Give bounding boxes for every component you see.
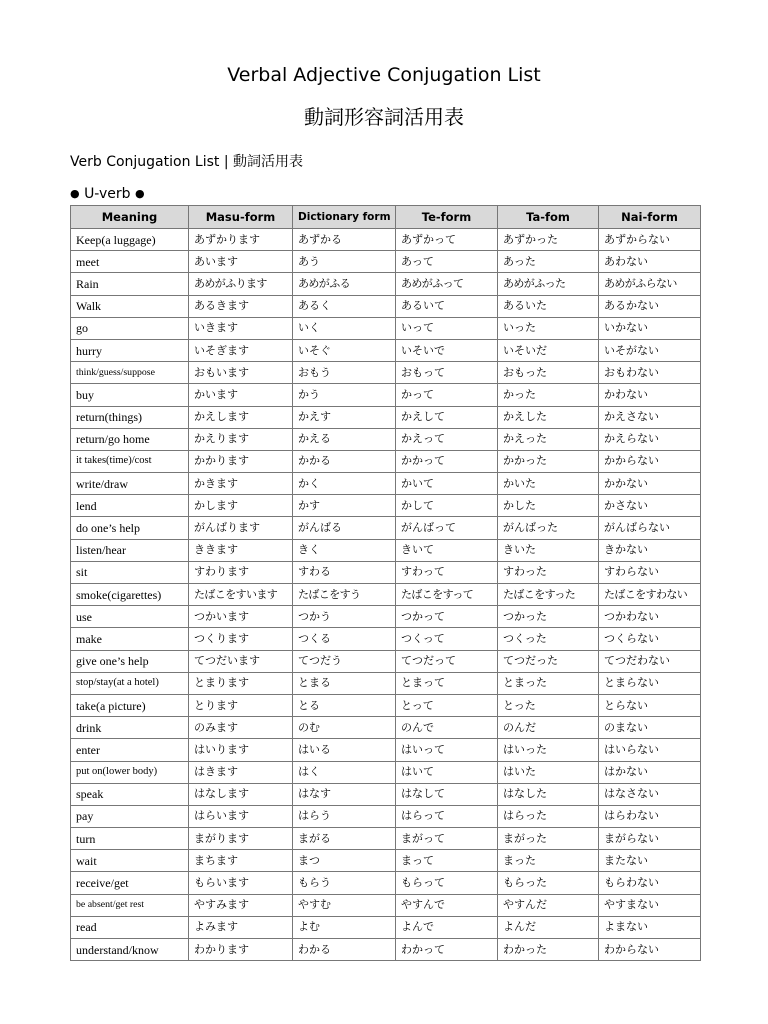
masu-form-cell: おもいます <box>189 362 293 384</box>
ta-form-cell: いった <box>498 317 599 339</box>
table-row <box>71 650 701 672</box>
column-header-nai-form: Nai-form <box>599 206 701 229</box>
te-form-cell: がんばって <box>396 517 498 539</box>
masu-form-cell: あずかります <box>189 229 293 251</box>
meaning-cell: write/draw <box>71 473 189 495</box>
masu-form-cell: あいます <box>189 251 293 273</box>
dictionary-form-cell: はなす <box>293 783 396 805</box>
masu-form-cell: ききます <box>189 539 293 561</box>
section-heading: Verb Conjugation List | 動詞活用表 <box>70 154 303 170</box>
nai-form-cell: はいらない <box>599 739 701 761</box>
masu-form-cell: かします <box>189 495 293 517</box>
table-row <box>71 850 701 872</box>
masu-form-cell: まがります <box>189 828 293 850</box>
meaning-cell: lend <box>71 495 189 517</box>
dictionary-form-cell: よむ <box>293 916 396 938</box>
table-row <box>71 561 701 583</box>
ta-form-cell: もらった <box>498 872 599 894</box>
table-row <box>71 495 701 517</box>
ta-form-cell: つくった <box>498 628 599 650</box>
dictionary-form-cell: のむ <box>293 717 396 739</box>
ta-form-cell: いそいだ <box>498 339 599 361</box>
group-label <box>70 184 145 204</box>
dictionary-form-cell: がんばる <box>293 517 396 539</box>
te-form-cell: のんで <box>396 717 498 739</box>
ta-form-cell: はなした <box>498 783 599 805</box>
dictionary-form-cell: あう <box>293 251 396 273</box>
te-form-cell: たばこをすって <box>396 584 498 606</box>
nai-form-cell: とまらない <box>599 672 701 694</box>
te-form-cell: かいて <box>396 473 498 495</box>
table-row <box>71 694 701 716</box>
ta-form-cell: きいた <box>498 539 599 561</box>
te-form-cell: かかって <box>396 450 498 472</box>
masu-form-cell: とまります <box>189 672 293 694</box>
te-form-cell: まがって <box>396 828 498 850</box>
table-row <box>71 584 701 606</box>
te-form-cell: やすんで <box>396 894 498 916</box>
document-title-japanese: 動詞形容詞活用表 <box>304 105 464 129</box>
conjugation-table <box>70 205 701 961</box>
ta-form-cell: あずかった <box>498 229 599 251</box>
meaning-cell: use <box>71 606 189 628</box>
meaning-cell: go <box>71 317 189 339</box>
meaning-cell: smoke(cigarettes) <box>71 584 189 606</box>
nai-form-cell: つかわない <box>599 606 701 628</box>
nai-form-cell: いそがない <box>599 339 701 361</box>
dictionary-form-cell: あめがふる <box>293 273 396 295</box>
nai-form-cell: かかない <box>599 473 701 495</box>
bullet-icon: ● <box>70 187 80 200</box>
dictionary-form-cell: かえす <box>293 406 396 428</box>
masu-form-cell: かいます <box>189 384 293 406</box>
te-form-cell: わかって <box>396 939 498 961</box>
te-form-cell: きいて <box>396 539 498 561</box>
dictionary-form-cell: かく <box>293 473 396 495</box>
masu-form-cell: たばこをすいます <box>189 584 293 606</box>
ta-form-cell: あった <box>498 251 599 273</box>
meaning-cell: wait <box>71 850 189 872</box>
te-form-cell: いそいで <box>396 339 498 361</box>
nai-form-cell: はかない <box>599 761 701 783</box>
table-row <box>71 894 701 916</box>
ta-form-cell: がんばった <box>498 517 599 539</box>
column-header-dictionary-form: Dictionary form <box>293 206 396 229</box>
table-row <box>71 339 701 361</box>
te-form-cell: とまって <box>396 672 498 694</box>
meaning-cell: read <box>71 916 189 938</box>
nai-form-cell: いかない <box>599 317 701 339</box>
meaning-cell: return(things) <box>71 406 189 428</box>
nai-form-cell: がんばらない <box>599 517 701 539</box>
meaning-cell: understand/know <box>71 939 189 961</box>
masu-form-cell: すわります <box>189 561 293 583</box>
nai-form-cell: つくらない <box>599 628 701 650</box>
masu-form-cell: はらいます <box>189 805 293 827</box>
masu-form-cell: とります <box>189 694 293 716</box>
dictionary-form-cell: かす <box>293 495 396 517</box>
dictionary-form-cell: わかる <box>293 939 396 961</box>
table-row <box>71 672 701 694</box>
nai-form-cell: やすまない <box>599 894 701 916</box>
masu-form-cell: やすみます <box>189 894 293 916</box>
masu-form-cell: つくります <box>189 628 293 650</box>
meaning-cell: meet <box>71 251 189 273</box>
nai-form-cell: てつだわない <box>599 650 701 672</box>
te-form-cell: かえして <box>396 406 498 428</box>
ta-form-cell: あめがふった <box>498 273 599 295</box>
nai-form-cell: わからない <box>599 939 701 961</box>
nai-form-cell: まがらない <box>599 828 701 850</box>
masu-form-cell: まちます <box>189 850 293 872</box>
meaning-cell: put on(lower body) <box>71 761 189 783</box>
table-row <box>71 517 701 539</box>
meaning-cell: Walk <box>71 295 189 317</box>
dictionary-form-cell: とまる <box>293 672 396 694</box>
masu-form-cell: かえします <box>189 406 293 428</box>
masu-form-cell: がんばります <box>189 517 293 539</box>
table-row <box>71 939 701 961</box>
dictionary-form-cell: やすむ <box>293 894 396 916</box>
nai-form-cell: はなさない <box>599 783 701 805</box>
dictionary-form-cell: まがる <box>293 828 396 850</box>
meaning-cell: stop/stay(at a hotel) <box>71 672 189 694</box>
ta-form-cell: まった <box>498 850 599 872</box>
nai-form-cell: かわない <box>599 384 701 406</box>
meaning-cell: turn <box>71 828 189 850</box>
masu-form-cell: いそぎます <box>189 339 293 361</box>
dictionary-form-cell: はく <box>293 761 396 783</box>
te-form-cell: つくって <box>396 628 498 650</box>
meaning-cell: give one’s help <box>71 650 189 672</box>
ta-form-cell: のんだ <box>498 717 599 739</box>
ta-form-cell: てつだった <box>498 650 599 672</box>
meaning-cell: make <box>71 628 189 650</box>
te-form-cell: はなして <box>396 783 498 805</box>
te-form-cell: おもって <box>396 362 498 384</box>
te-form-cell: すわって <box>396 561 498 583</box>
dictionary-form-cell: まつ <box>293 850 396 872</box>
dictionary-form-cell: かう <box>293 384 396 406</box>
nai-form-cell: かからない <box>599 450 701 472</box>
nai-form-cell: とらない <box>599 694 701 716</box>
ta-form-cell: おもった <box>498 362 599 384</box>
table-row <box>71 783 701 805</box>
te-form-cell: よんで <box>396 916 498 938</box>
table-row <box>71 473 701 495</box>
table-row <box>71 384 701 406</box>
meaning-cell: Rain <box>71 273 189 295</box>
te-form-cell: かって <box>396 384 498 406</box>
table-row <box>71 872 701 894</box>
dictionary-form-cell: あずかる <box>293 229 396 251</box>
ta-form-cell: かした <box>498 495 599 517</box>
nai-form-cell: たばこをすわない <box>599 584 701 606</box>
dictionary-form-cell: あるく <box>293 295 396 317</box>
nai-form-cell: すわらない <box>599 561 701 583</box>
nai-form-cell: はらわない <box>599 805 701 827</box>
table-row <box>71 450 701 472</box>
masu-form-cell: のみます <box>189 717 293 739</box>
column-header-meaning: Meaning <box>71 206 189 229</box>
masu-form-cell: かえります <box>189 428 293 450</box>
table-row <box>71 428 701 450</box>
masu-form-cell: はいります <box>189 739 293 761</box>
ta-form-cell: よんだ <box>498 916 599 938</box>
nai-form-cell: きかない <box>599 539 701 561</box>
te-form-cell: はらって <box>396 805 498 827</box>
meaning-cell: sit <box>71 561 189 583</box>
te-form-cell: あずかって <box>396 229 498 251</box>
meaning-cell: return/go home <box>71 428 189 450</box>
meaning-cell: think/guess/suppose <box>71 362 189 384</box>
dictionary-form-cell: かかる <box>293 450 396 472</box>
table-row <box>71 628 701 650</box>
meaning-cell: it takes(time)/cost <box>71 450 189 472</box>
nai-form-cell: あずからない <box>599 229 701 251</box>
meaning-cell: enter <box>71 739 189 761</box>
nai-form-cell: のまない <box>599 717 701 739</box>
meaning-cell: hurry <box>71 339 189 361</box>
ta-form-cell: かかった <box>498 450 599 472</box>
table-row <box>71 828 701 850</box>
ta-form-cell: たばこをすった <box>498 584 599 606</box>
ta-form-cell: はらった <box>498 805 599 827</box>
table-header <box>71 206 701 229</box>
te-form-cell: もらって <box>396 872 498 894</box>
header-row <box>71 206 701 229</box>
meaning-cell: take(a picture) <box>71 694 189 716</box>
masu-form-cell: かきます <box>189 473 293 495</box>
dictionary-form-cell: おもう <box>293 362 396 384</box>
te-form-cell: あって <box>396 251 498 273</box>
table-row <box>71 273 701 295</box>
meaning-cell: Keep(a luggage) <box>71 229 189 251</box>
table-row <box>71 406 701 428</box>
ta-form-cell: はいた <box>498 761 599 783</box>
table-row <box>71 362 701 384</box>
te-form-cell: あめがふって <box>396 273 498 295</box>
dictionary-form-cell: つかう <box>293 606 396 628</box>
ta-form-cell: つかった <box>498 606 599 628</box>
te-form-cell: かして <box>396 495 498 517</box>
nai-form-cell: あわない <box>599 251 701 273</box>
column-header-te-form: Te-form <box>396 206 498 229</box>
masu-form-cell: わかります <box>189 939 293 961</box>
table-row <box>71 295 701 317</box>
ta-form-cell: はいった <box>498 739 599 761</box>
table-row <box>71 229 701 251</box>
nai-form-cell: またない <box>599 850 701 872</box>
nai-form-cell: あるかない <box>599 295 701 317</box>
ta-form-cell: すわった <box>498 561 599 583</box>
dictionary-form-cell: すわる <box>293 561 396 583</box>
nai-form-cell: おもわない <box>599 362 701 384</box>
column-header-ta-form: Ta-fom <box>498 206 599 229</box>
ta-form-cell: かった <box>498 384 599 406</box>
table-row <box>71 717 701 739</box>
dictionary-form-cell: とる <box>293 694 396 716</box>
dictionary-form-cell: もらう <box>293 872 396 894</box>
te-form-cell: かえって <box>396 428 498 450</box>
masu-form-cell: あめがふります <box>189 273 293 295</box>
column-header-masu-form: Masu-form <box>189 206 293 229</box>
masu-form-cell: はきます <box>189 761 293 783</box>
meaning-cell: listen/hear <box>71 539 189 561</box>
te-form-cell: いって <box>396 317 498 339</box>
table-row <box>71 805 701 827</box>
ta-form-cell: まがった <box>498 828 599 850</box>
te-form-cell: とって <box>396 694 498 716</box>
table-row <box>71 739 701 761</box>
meaning-cell: receive/get <box>71 872 189 894</box>
te-form-cell: つかって <box>396 606 498 628</box>
table-body <box>71 229 701 961</box>
dictionary-form-cell: いそぐ <box>293 339 396 361</box>
te-form-cell: はいって <box>396 739 498 761</box>
nai-form-cell: もらわない <box>599 872 701 894</box>
dictionary-form-cell: はいる <box>293 739 396 761</box>
masu-form-cell: もらいます <box>189 872 293 894</box>
dictionary-form-cell: かえる <box>293 428 396 450</box>
group-label-text: U-verb <box>84 186 131 202</box>
table-row <box>71 251 701 273</box>
dictionary-form-cell: たばこをすう <box>293 584 396 606</box>
meaning-cell: drink <box>71 717 189 739</box>
bullet-icon: ● <box>134 187 145 200</box>
dictionary-form-cell: てつだう <box>293 650 396 672</box>
nai-form-cell: かえさない <box>599 406 701 428</box>
dictionary-form-cell: はらう <box>293 805 396 827</box>
document-title: Verbal Adjective Conjugation List <box>227 64 541 86</box>
nai-form-cell: あめがふらない <box>599 273 701 295</box>
nai-form-cell: かさない <box>599 495 701 517</box>
meaning-cell: speak <box>71 783 189 805</box>
ta-form-cell: やすんだ <box>498 894 599 916</box>
masu-form-cell: てつだいます <box>189 650 293 672</box>
masu-form-cell: いきます <box>189 317 293 339</box>
ta-form-cell: とった <box>498 694 599 716</box>
nai-form-cell: かえらない <box>599 428 701 450</box>
masu-form-cell: よみます <box>189 916 293 938</box>
masu-form-cell: あるきます <box>189 295 293 317</box>
ta-form-cell: かえった <box>498 428 599 450</box>
ta-form-cell: わかった <box>498 939 599 961</box>
table-row <box>71 761 701 783</box>
ta-form-cell: あるいた <box>498 295 599 317</box>
masu-form-cell: はなします <box>189 783 293 805</box>
dictionary-form-cell: いく <box>293 317 396 339</box>
table-row <box>71 606 701 628</box>
table-row <box>71 317 701 339</box>
te-form-cell: あるいて <box>396 295 498 317</box>
ta-form-cell: とまった <box>498 672 599 694</box>
meaning-cell: be absent/get rest <box>71 894 189 916</box>
table-row <box>71 539 701 561</box>
te-form-cell: まって <box>396 850 498 872</box>
te-form-cell: はいて <box>396 761 498 783</box>
masu-form-cell: かかります <box>189 450 293 472</box>
dictionary-form-cell: きく <box>293 539 396 561</box>
ta-form-cell: かいた <box>498 473 599 495</box>
meaning-cell: do one’s help <box>71 517 189 539</box>
ta-form-cell: かえした <box>498 406 599 428</box>
meaning-cell: pay <box>71 805 189 827</box>
te-form-cell: てつだって <box>396 650 498 672</box>
meaning-cell: buy <box>71 384 189 406</box>
dictionary-form-cell: つくる <box>293 628 396 650</box>
table-row <box>71 916 701 938</box>
nai-form-cell: よまない <box>599 916 701 938</box>
masu-form-cell: つかいます <box>189 606 293 628</box>
